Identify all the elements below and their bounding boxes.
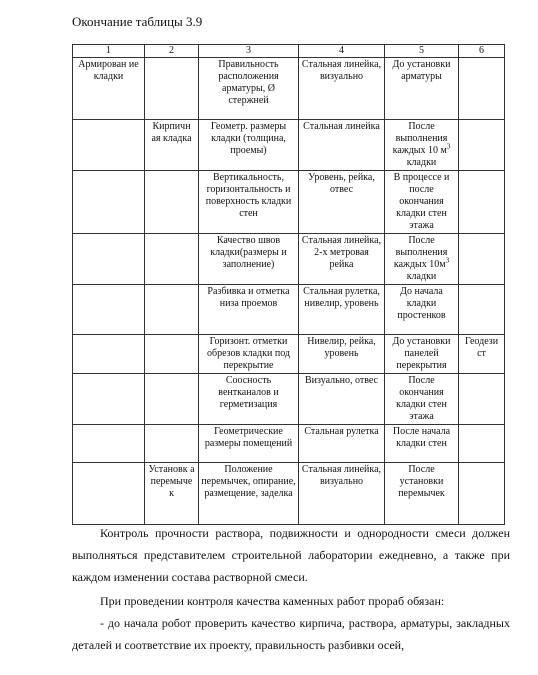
cell-control-method: Стальная рулетка <box>299 425 385 463</box>
cell-control-method: Стальная линейка, визуально <box>299 58 385 120</box>
cell-empty <box>73 374 145 425</box>
table-row <box>73 171 505 234</box>
table-row <box>73 285 505 335</box>
cell-empty <box>459 120 505 171</box>
cell-empty <box>73 463 145 525</box>
cell-empty <box>73 234 145 285</box>
cell-stage: Установк а перемыче к <box>145 463 199 525</box>
cell-control-method: Нивелир, рейка, уровень <box>299 335 385 374</box>
cell-work-type: Армирован ие кладки <box>73 58 145 120</box>
cell-control-time: После выполнения каждых $10м^3$ кладки <box>385 234 459 285</box>
cell-empty <box>145 374 199 425</box>
cell-empty <box>73 120 145 171</box>
cell-empty <box>459 58 505 120</box>
cell-empty <box>145 58 199 120</box>
cell-empty <box>145 285 199 335</box>
cell-empty <box>73 285 145 335</box>
cell-stage: Кирпичн ая кладка <box>145 120 199 171</box>
cell-control-time: До установки панелей перекрытия <box>385 335 459 374</box>
cell-control-method: Стальная линейка, 2-х метровая рейка <box>299 234 385 285</box>
cell-control-time: В процессе и после окончания кладки стен этажа <box>385 171 459 234</box>
table-row <box>73 425 505 463</box>
cell-controlled-parameter: Геометрические размеры помещений <box>199 425 299 463</box>
quality-control-table <box>72 44 505 525</box>
cell-empty <box>459 425 505 463</box>
paragraph-list-item: - до начала робот проверить качество кирпича, раствора, арматуры, закладных деталей и соответствие их проекту, правильность разбивки осей, <box>72 616 510 652</box>
table-row <box>73 234 505 285</box>
header-cell-5: 5 <box>385 45 459 58</box>
cell-control-method: Стальная рулетка, нивелир, уровень <box>299 285 385 335</box>
cell-controlled-parameter: Вертикальность, горизонтальность и поверхность кладки стен <box>199 171 299 234</box>
cell-control-time: После установки перемычек <box>385 463 459 525</box>
header-cell-6: 6 <box>459 45 505 58</box>
cell-controlled-parameter: Разбивка и отметка низа проемов <box>199 285 299 335</box>
cell-control-method: Визуально, отвес <box>299 374 385 425</box>
header-cell-4: 4 <box>299 45 385 58</box>
cell-empty <box>145 425 199 463</box>
table-row <box>73 120 505 171</box>
cell-control-method: Стальная линейка <box>299 120 385 171</box>
table-row <box>73 335 505 374</box>
cell-control-time: После выполнения каждых 10 $м^3$ кладки <box>385 120 459 171</box>
cell-empty <box>459 285 505 335</box>
cell-control-method: Уровень, рейка, отвес <box>299 171 385 234</box>
cell-control-time: После окончания кладки стен этажа <box>385 374 459 425</box>
header-row <box>73 45 505 58</box>
table-row <box>73 58 505 120</box>
paragraph-lab-control: Контроль прочности раствора, подвижности и однородности смеси должен выполняться представителем строительной лаборатории ежедневно, а также при каждом изменении состава растворной смеси. <box>72 526 510 584</box>
header-cell-2: 2 <box>145 45 199 58</box>
cell-controlled-parameter: Соосность вентканалов и герметизация <box>199 374 299 425</box>
cell-controlled-parameter: Правильность расположения арматуры, Ø стержней <box>199 58 299 120</box>
cell-controlled-parameter: Геометр. размеры кладки (толщина, проемы) <box>199 120 299 171</box>
cell-empty <box>145 234 199 285</box>
cell-empty <box>73 171 145 234</box>
cell-empty <box>459 234 505 285</box>
header-cell-3: 3 <box>199 45 299 58</box>
header-cell-1: 1 <box>73 45 145 58</box>
cell-control-method: Стальная линейка, визуально <box>299 463 385 525</box>
cell-control-time: До установки арматуры <box>385 58 459 120</box>
cell-empty <box>459 171 505 234</box>
cell-empty <box>459 374 505 425</box>
cell-control-time: После начала кладки стен <box>385 425 459 463</box>
cell-control-time: До начала кладки простенков <box>385 285 459 335</box>
cell-controlled-parameter: Горизонт. отметки обрезов кладки под перекрытие <box>199 335 299 374</box>
cell-empty <box>145 171 199 234</box>
cell-controlled-parameter: Положение перемычек, опирание, размещение, заделка <box>199 463 299 525</box>
table-row <box>73 463 505 525</box>
paragraph-foreman-duties: При проведении контроля качества каменных работ прораб обязан: <box>100 594 445 608</box>
cell-empty <box>73 425 145 463</box>
cell-empty <box>145 335 199 374</box>
table-row <box>73 374 505 425</box>
cell-empty <box>459 463 505 525</box>
cell-empty <box>73 335 145 374</box>
cell-controlled-parameter: Качество швов кладки(размеры и заполнение) <box>199 234 299 285</box>
cell-responsible: Геодези ст <box>459 335 505 374</box>
table-caption: Окончание таблицы 3.9 <box>72 14 203 29</box>
